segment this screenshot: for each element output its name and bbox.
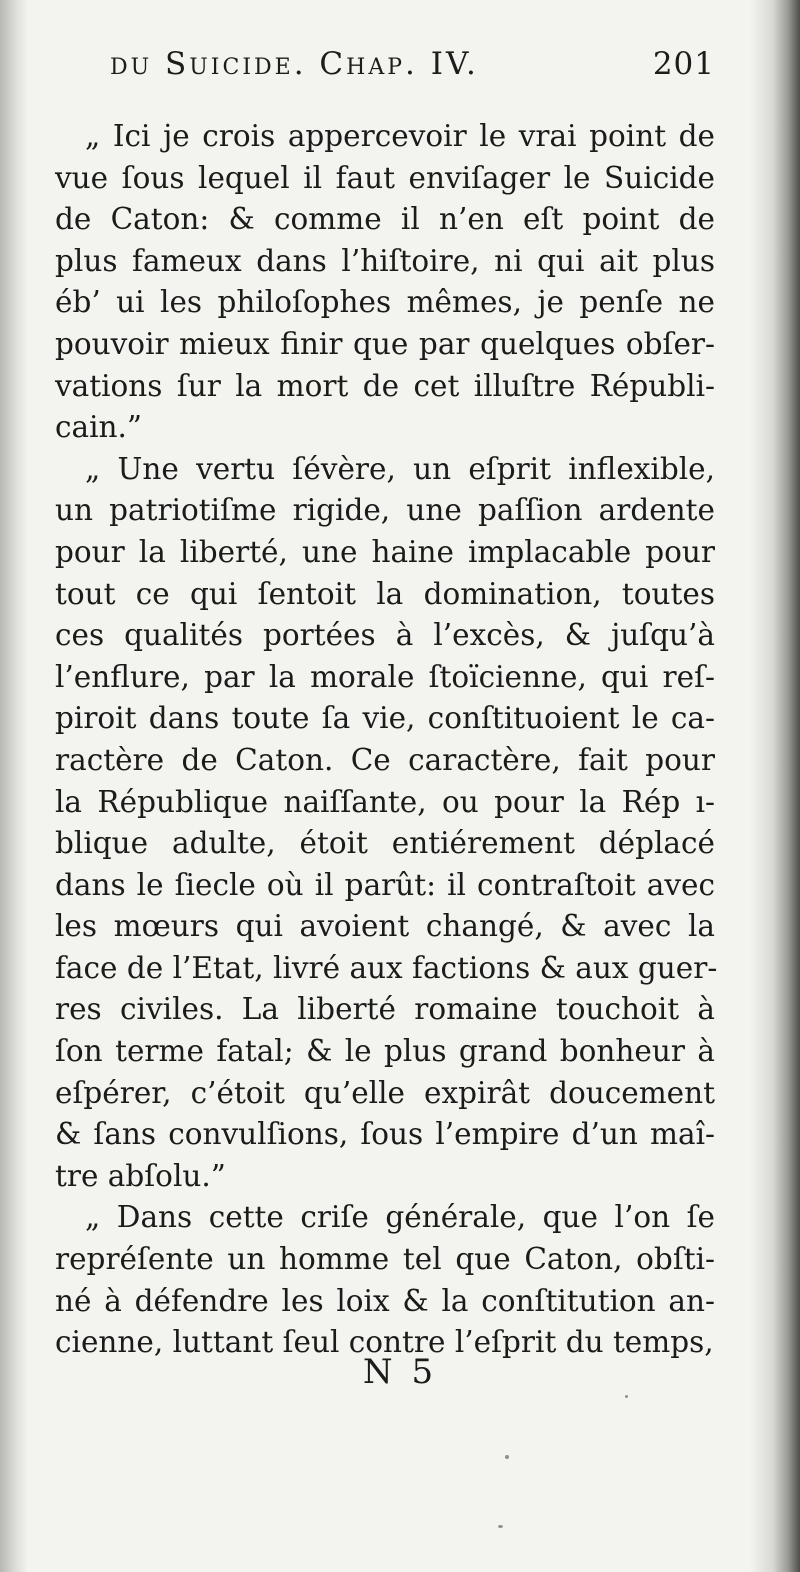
scan-speck	[498, 1525, 503, 1528]
text-line: les mœurs qui avoient changé, & avec la	[55, 909, 715, 944]
text-line: ſon terme fatal; & le plus grand bonheur à	[55, 1034, 715, 1069]
scan-right-edge	[750, 0, 800, 1572]
scan-left-shadow	[0, 0, 28, 1572]
body-text	[55, 116, 718, 1364]
text-line: eſpérer, c’étoit qu’elle expirât doucement	[55, 1075, 715, 1110]
text-line: „ Dans cette criſe générale, que l’on ſe	[85, 1200, 715, 1235]
text-line: pour la liberté, une haine implacable pour	[55, 534, 715, 569]
text-line: face de l’Etat, livré aux factions & aux guer-	[55, 950, 718, 985]
paragraph	[55, 449, 718, 1198]
running-head	[110, 46, 715, 86]
scan-speck	[625, 1395, 628, 1398]
text-line: plus fameux dans l’hiſtoire, ni qui ait plus	[55, 243, 715, 278]
text-line: cienne, luttant ſeul contre l’eſprit du temps,	[55, 1325, 714, 1360]
text-line: „ Ici je crois appercevoir le vrai point de	[85, 119, 715, 153]
page-number: 201	[652, 46, 715, 82]
text-line: res civiles. La liberté romaine touchoit à	[55, 992, 715, 1027]
text-line: vue ſous lequel il faut enviſager le Suicide	[55, 160, 715, 195]
running-head-title: du Suicide. Chap. IV.	[110, 46, 479, 82]
text-line: dans le ſiecle où il parût: il contraſtoit avec	[55, 867, 715, 902]
text-line: ractère de Caton. Ce caractère, fait pour	[55, 742, 715, 777]
text-line: & ſans convulſions, ſous l’empire d’un maî-	[55, 1117, 715, 1152]
text-line: piroit dans toute ſa vie, conſtituoient le ca-	[55, 701, 715, 736]
text-line: repréſente un homme tel que Caton, obſti-	[55, 1242, 715, 1277]
text-line: tre abſolu.”	[55, 1158, 226, 1193]
paragraph	[55, 1197, 715, 1363]
text-line: blique adulte, étoit entiérement déplacé	[55, 826, 715, 861]
text-line: un patriotiſme rigide, une paſſion ardente	[55, 493, 715, 528]
paragraph	[55, 116, 715, 449]
text-line: cain.”	[55, 410, 143, 445]
text-line: né à défendre les loix & la conſtitution an-	[55, 1283, 715, 1318]
signature-mark: N 5	[362, 1352, 438, 1392]
text-line: la République naiſſante, ou pour la Rép ı-	[55, 784, 715, 819]
text-line: éb’ ui les philoſophes mêmes, je penſe ne	[55, 285, 715, 320]
text-line: l’enflure, par la morale ſtoïcienne, qui reſ-	[55, 659, 715, 694]
text-line: „ Une vertu ſévère, un eſprit inflexible,	[85, 451, 715, 486]
text-line: de Caton: & comme il n’en eſt point de	[55, 202, 715, 237]
text-line: pouvoir mieux finir que par quelques obſer-	[55, 326, 715, 361]
text-line: ces qualités portées à l’excès, & juſqu’à	[55, 618, 715, 653]
text-line: tout ce qui ſentoit la domination, toutes	[55, 576, 715, 611]
scan-speck	[505, 1455, 509, 1459]
text-line: vations ſur la mort de cet illuſtre Républi-	[55, 368, 715, 403]
